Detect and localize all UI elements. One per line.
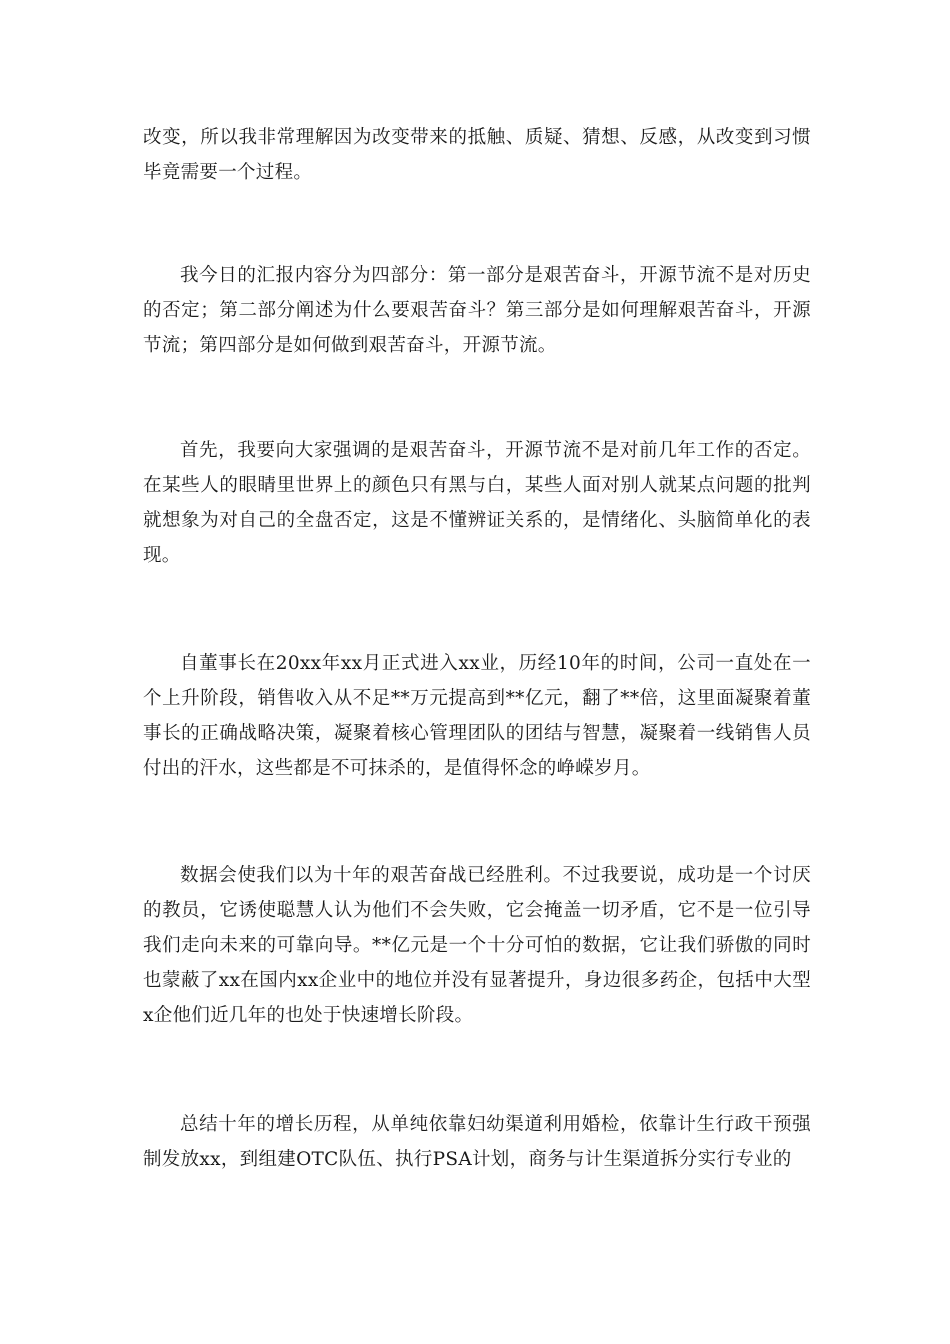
paragraph-6: 总结十年的增长历程，从单纯依靠妇幼渠道利用婚检，依靠计生行政干预强制发放xx，到组建OTC队伍、执行PSA计划，商务与计生渠道拆分实行专业的 bbox=[143, 1114, 811, 1170]
paragraph-1: 改变，所以我非常理解因为改变带来的抵触、质疑、猜想、反感，从改变到习惯毕竟需要一个过程。 bbox=[143, 127, 811, 183]
paragraph-3: 首先，我要向大家强调的是艰苦奋斗，开源节流不是对前几年工作的否定。在某些人的眼睛里世界上的颜色只有黑与白，某些人面对别人就某点问题的批判就想象为对自己的全盘否定，这是不懂辨证关系的，是情绪化、头脑简单化的表现。 bbox=[143, 440, 811, 566]
paragraph-4: 自董事长在20xx年xx月正式进入xx业，历经10年的时间，公司一直处在一个上升阶段，销售收入从不足**万元提高到**亿元，翻了**倍，这里面凝聚着董事长的正确战略决策，凝聚着核心管理团队的团结与智慧，凝聚着一线销售人员付出的汗水，这些都是不可抹杀的，是值得怀念的峥嵘岁月。 bbox=[143, 653, 811, 779]
paragraph-5: 数据会使我们以为十年的艰苦奋战已经胜利。不过我要说，成功是一个讨厌的教员，它诱使聪慧人认为他们不会失败，它会掩盖一切矛盾，它不是一位引导我们走向未来的可靠向导。**亿元是一个十分可怕的数据，它让我们骄傲的同时也蒙蔽了xx在国内xx企业中的地位并没有显著提升，身边很多药企，包括中大型x企他们近几年的也处于快速增长阶段。 bbox=[143, 865, 811, 1026]
paragraph-2: 我今日的汇报内容分为四部分：第一部分是艰苦奋斗，开源节流不是对历史的否定；第二部分阐述为什么要艰苦奋斗？第三部分是如何理解艰苦奋斗，开源节流；第四部分是如何做到艰苦奋斗，开源节流。 bbox=[143, 265, 811, 356]
